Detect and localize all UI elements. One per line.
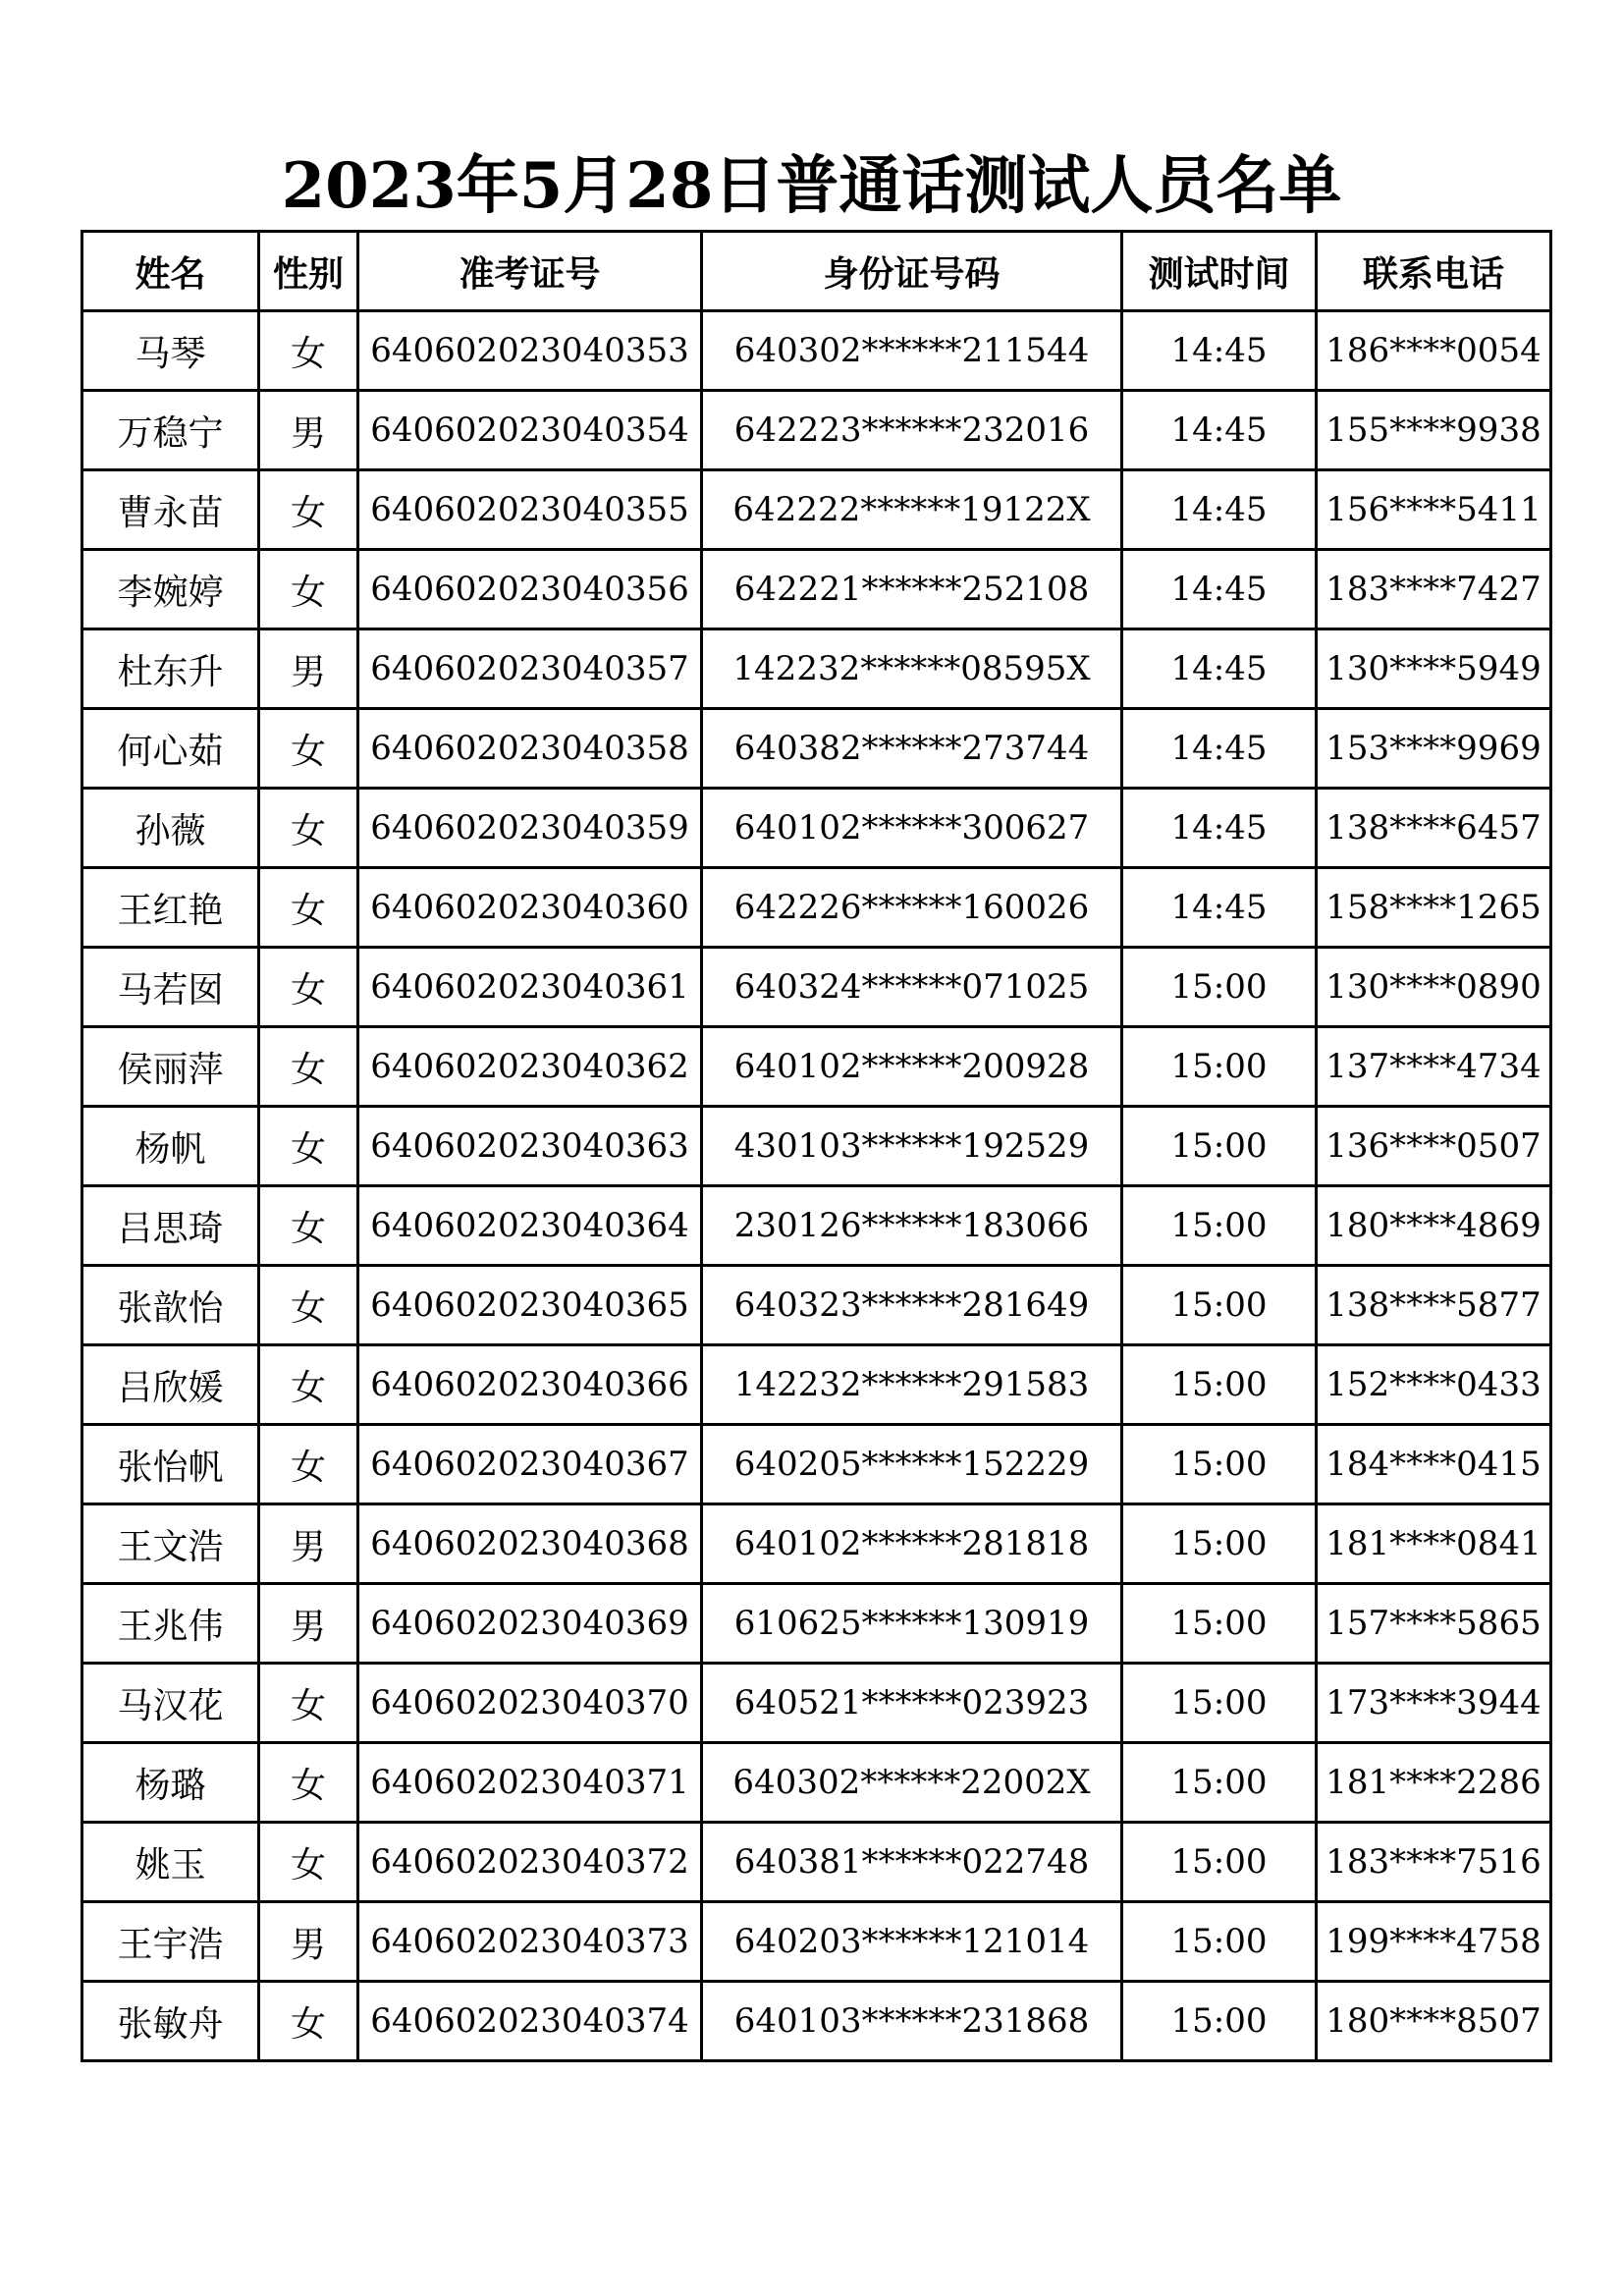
cell-phone: 138****6457 (1317, 789, 1551, 868)
table-row (82, 391, 1551, 470)
cell-name: 张敏舟 (82, 1982, 259, 2061)
cell-phone: 199****4758 (1317, 1902, 1551, 1982)
cell-ticket-number: 640602023040354 (358, 391, 702, 470)
cell-test-time: 15:00 (1122, 1823, 1317, 1902)
cell-ticket-number: 640602023040374 (358, 1982, 702, 2061)
cell-name: 万稳宁 (82, 391, 259, 470)
cell-phone: 158****1265 (1317, 868, 1551, 948)
cell-ticket-number: 640602023040365 (358, 1266, 702, 1345)
table-row (82, 311, 1551, 391)
cell-name: 李婉婷 (82, 550, 259, 629)
table-row (82, 550, 1551, 629)
cell-phone: 137****4734 (1317, 1027, 1551, 1107)
header-ticket-number: 准考证号 (358, 232, 702, 311)
header-name: 姓名 (82, 232, 259, 311)
cell-name: 马若囡 (82, 948, 259, 1027)
cell-gender: 女 (259, 1345, 358, 1425)
cell-name: 王文浩 (82, 1504, 259, 1584)
cell-ticket-number: 640602023040356 (358, 550, 702, 629)
cell-phone: 183****7427 (1317, 550, 1551, 629)
cell-ticket-number: 640602023040367 (358, 1425, 702, 1504)
cell-test-time: 15:00 (1122, 1425, 1317, 1504)
cell-ticket-number: 640602023040359 (358, 789, 702, 868)
cell-test-time: 15:00 (1122, 1027, 1317, 1107)
cell-ticket-number: 640602023040361 (358, 948, 702, 1027)
cell-test-time: 15:00 (1122, 1504, 1317, 1584)
cell-gender: 男 (259, 1504, 358, 1584)
cell-ticket-number: 640602023040370 (358, 1664, 702, 1743)
cell-test-time: 14:45 (1122, 311, 1317, 391)
table-row (82, 1584, 1551, 1664)
cell-test-time: 15:00 (1122, 1345, 1317, 1425)
cell-gender: 男 (259, 1584, 358, 1664)
cell-gender: 女 (259, 550, 358, 629)
table-row (82, 1266, 1551, 1345)
cell-phone: 156****5411 (1317, 470, 1551, 550)
cell-ticket-number: 640602023040373 (358, 1902, 702, 1982)
table-row (82, 470, 1551, 550)
table-row (82, 789, 1551, 868)
cell-ticket-number: 640602023040364 (358, 1186, 702, 1266)
cell-id-number: 640323******281649 (702, 1266, 1122, 1345)
cell-ticket-number: 640602023040362 (358, 1027, 702, 1107)
cell-gender: 女 (259, 1266, 358, 1345)
table-row (82, 709, 1551, 789)
cell-name: 王兆伟 (82, 1584, 259, 1664)
cell-gender: 女 (259, 1027, 358, 1107)
cell-name: 侯丽萍 (82, 1027, 259, 1107)
table-row (82, 1186, 1551, 1266)
cell-name: 孙薇 (82, 789, 259, 868)
cell-gender: 女 (259, 1186, 358, 1266)
document-title: 2023年5月28日普通话测试人员名单 (281, 149, 1342, 223)
table-row (82, 1107, 1551, 1186)
cell-gender: 男 (259, 1902, 358, 1982)
cell-test-time: 15:00 (1122, 1982, 1317, 2061)
cell-test-time: 15:00 (1122, 1664, 1317, 1743)
cell-test-time: 14:45 (1122, 789, 1317, 868)
cell-ticket-number: 640602023040366 (358, 1345, 702, 1425)
cell-name: 杨璐 (82, 1743, 259, 1823)
cell-test-time: 15:00 (1122, 1107, 1317, 1186)
table-row (82, 948, 1551, 1027)
header-id-number: 身份证号码 (702, 232, 1122, 311)
cell-gender: 男 (259, 391, 358, 470)
cell-name: 曹永苗 (82, 470, 259, 550)
cell-gender: 女 (259, 948, 358, 1027)
table-row (82, 1027, 1551, 1107)
cell-name: 张怡帆 (82, 1425, 259, 1504)
cell-id-number: 640205******152229 (702, 1425, 1122, 1504)
cell-gender: 女 (259, 1823, 358, 1902)
cell-id-number: 640521******023923 (702, 1664, 1122, 1743)
cell-phone: 155****9938 (1317, 391, 1551, 470)
cell-name: 张歆怡 (82, 1266, 259, 1345)
cell-test-time: 15:00 (1122, 1743, 1317, 1823)
cell-phone: 180****8507 (1317, 1982, 1551, 2061)
cell-ticket-number: 640602023040353 (358, 311, 702, 391)
cell-phone: 136****0507 (1317, 1107, 1551, 1186)
cell-id-number: 640302******22002X (702, 1743, 1122, 1823)
cell-gender: 女 (259, 1664, 358, 1743)
cell-test-time: 14:45 (1122, 709, 1317, 789)
table-row (82, 629, 1551, 709)
cell-phone: 157****5865 (1317, 1584, 1551, 1664)
cell-phone: 183****7516 (1317, 1823, 1551, 1902)
cell-id-number: 230126******183066 (702, 1186, 1122, 1266)
cell-gender: 女 (259, 1743, 358, 1823)
cell-phone: 153****9969 (1317, 709, 1551, 789)
cell-id-number: 640382******273744 (702, 709, 1122, 789)
cell-name: 吕欣媛 (82, 1345, 259, 1425)
cell-test-time: 15:00 (1122, 1266, 1317, 1345)
cell-id-number: 640103******231868 (702, 1982, 1122, 2061)
cell-id-number: 642223******232016 (702, 391, 1122, 470)
cell-test-time: 14:45 (1122, 629, 1317, 709)
cell-name: 马琴 (82, 311, 259, 391)
header-test-time: 测试时间 (1122, 232, 1317, 311)
cell-gender: 女 (259, 311, 358, 391)
cell-test-time: 15:00 (1122, 1186, 1317, 1266)
cell-phone: 181****0841 (1317, 1504, 1551, 1584)
cell-id-number: 640302******211544 (702, 311, 1122, 391)
cell-id-number: 642226******160026 (702, 868, 1122, 948)
cell-phone: 130****0890 (1317, 948, 1551, 1027)
cell-id-number: 640381******022748 (702, 1823, 1122, 1902)
cell-test-time: 14:45 (1122, 550, 1317, 629)
cell-ticket-number: 640602023040360 (358, 868, 702, 948)
cell-phone: 130****5949 (1317, 629, 1551, 709)
cell-ticket-number: 640602023040371 (358, 1743, 702, 1823)
cell-test-time: 14:45 (1122, 868, 1317, 948)
cell-ticket-number: 640602023040368 (358, 1504, 702, 1584)
roster-table (81, 230, 1552, 2062)
cell-id-number: 640324******071025 (702, 948, 1122, 1027)
cell-ticket-number: 640602023040369 (358, 1584, 702, 1664)
cell-phone: 186****0054 (1317, 311, 1551, 391)
cell-gender: 女 (259, 1425, 358, 1504)
cell-gender: 女 (259, 1982, 358, 2061)
cell-phone: 173****3944 (1317, 1664, 1551, 1743)
table-row (82, 1743, 1551, 1823)
cell-test-time: 15:00 (1122, 1584, 1317, 1664)
cell-name: 马汉花 (82, 1664, 259, 1743)
cell-id-number: 610625******130919 (702, 1584, 1122, 1664)
cell-phone: 180****4869 (1317, 1186, 1551, 1266)
cell-id-number: 640102******200928 (702, 1027, 1122, 1107)
table-header (82, 232, 1551, 311)
cell-gender: 女 (259, 709, 358, 789)
table-body (82, 311, 1551, 2061)
cell-name: 王宇浩 (82, 1902, 259, 1982)
header-row (82, 232, 1551, 311)
cell-ticket-number: 640602023040358 (358, 709, 702, 789)
cell-id-number: 640102******281818 (702, 1504, 1122, 1584)
table-row (82, 1504, 1551, 1584)
cell-ticket-number: 640602023040355 (358, 470, 702, 550)
cell-id-number: 142232******08595X (702, 629, 1122, 709)
cell-gender: 女 (259, 868, 358, 948)
cell-ticket-number: 640602023040357 (358, 629, 702, 709)
cell-gender: 男 (259, 629, 358, 709)
cell-name: 姚玉 (82, 1823, 259, 1902)
cell-id-number: 430103******192529 (702, 1107, 1122, 1186)
cell-id-number: 642221******252108 (702, 550, 1122, 629)
cell-id-number: 640102******300627 (702, 789, 1122, 868)
cell-id-number: 640203******121014 (702, 1902, 1122, 1982)
header-gender: 性别 (259, 232, 358, 311)
table-row (82, 1425, 1551, 1504)
cell-name: 杨帆 (82, 1107, 259, 1186)
cell-test-time: 14:45 (1122, 470, 1317, 550)
cell-phone: 181****2286 (1317, 1743, 1551, 1823)
header-phone: 联系电话 (1317, 232, 1551, 311)
cell-name: 王红艳 (82, 868, 259, 948)
table-row (82, 1823, 1551, 1902)
cell-gender: 女 (259, 1107, 358, 1186)
cell-id-number: 642222******19122X (702, 470, 1122, 550)
cell-gender: 女 (259, 470, 358, 550)
cell-phone: 138****5877 (1317, 1266, 1551, 1345)
cell-ticket-number: 640602023040363 (358, 1107, 702, 1186)
cell-test-time: 15:00 (1122, 1902, 1317, 1982)
cell-ticket-number: 640602023040372 (358, 1823, 702, 1902)
cell-name: 何心茹 (82, 709, 259, 789)
cell-name: 吕思琦 (82, 1186, 259, 1266)
cell-test-time: 15:00 (1122, 948, 1317, 1027)
cell-test-time: 14:45 (1122, 391, 1317, 470)
table-row (82, 1345, 1551, 1425)
table-row (82, 868, 1551, 948)
table-row (82, 1664, 1551, 1743)
table-row (82, 1902, 1551, 1982)
cell-phone: 152****0433 (1317, 1345, 1551, 1425)
cell-gender: 女 (259, 789, 358, 868)
cell-phone: 184****0415 (1317, 1425, 1551, 1504)
cell-name: 杜东升 (82, 629, 259, 709)
table-row (82, 1982, 1551, 2061)
cell-id-number: 142232******291583 (702, 1345, 1122, 1425)
